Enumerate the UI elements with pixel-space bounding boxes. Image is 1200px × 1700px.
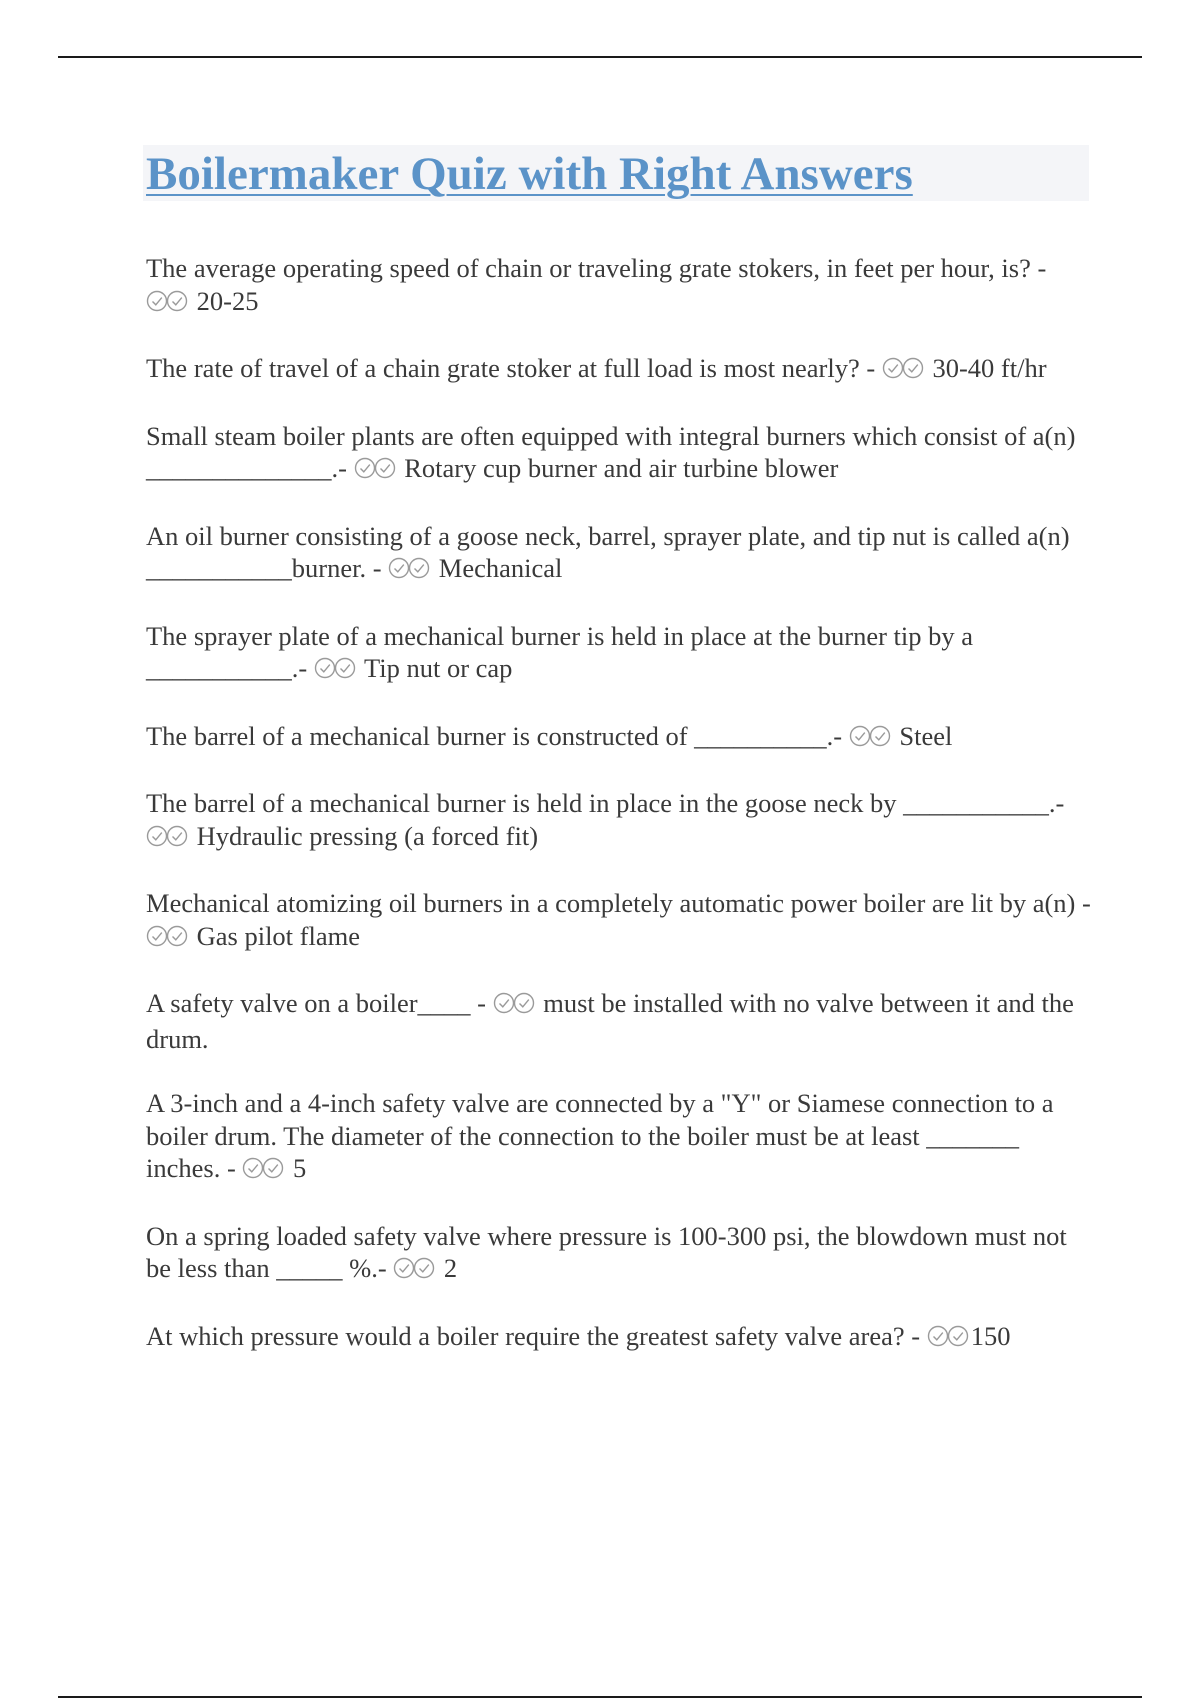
qa-item <box>146 887 1096 955</box>
double-check-icon <box>146 923 190 956</box>
question-text: An oil burner consisting of a goose neck, barrel, sprayer plate, and tip nut is called a(n) ___________burner. - <box>146 520 1070 583</box>
bottom-rule <box>58 1696 1142 1698</box>
answer-text: Steel <box>892 720 953 751</box>
qa-item <box>146 620 1096 688</box>
question-text: On a spring loaded safety valve where pressure is 100-300 psi, the blowdown must not be less than _____ %.- <box>146 1220 1067 1283</box>
qa-item <box>146 252 1096 320</box>
question-text: A safety valve on a boiler____ - <box>146 988 493 1018</box>
answer-text: Mechanical <box>432 553 563 583</box>
qa-item <box>146 720 1096 756</box>
double-check-icon <box>393 1255 437 1288</box>
answer-text: 150 <box>970 1320 1011 1351</box>
answer-text: 20-25 <box>190 285 259 316</box>
qa-item <box>146 520 1096 588</box>
double-check-icon <box>354 455 398 488</box>
double-check-icon <box>388 555 432 588</box>
qa-item <box>146 787 1096 855</box>
answer-text: Rotary cup burner and air turbine blower <box>397 453 839 483</box>
double-check-icon <box>242 1155 286 1188</box>
answer-text: Hydraulic pressing (a forced fit) <box>190 820 539 851</box>
answer-text: 30-40 ft/hr <box>925 353 1047 383</box>
double-check-icon <box>882 355 926 388</box>
qa-item <box>146 987 1096 1055</box>
question-text: The sprayer plate of a mechanical burner is held in place at the burner tip by a ___________.- <box>146 620 974 683</box>
question-text: At which pressure would a boiler require the greatest safety valve area? - <box>146 1320 927 1351</box>
qa-item <box>146 352 1096 388</box>
double-check-icon <box>849 723 893 756</box>
question-text: Small steam boiler plants are often equipped with integral burners which consist of a(n) ______________.- <box>146 420 1076 483</box>
double-check-icon <box>146 288 190 321</box>
qa-item <box>146 420 1096 488</box>
answer-text: Gas pilot flame <box>190 920 360 951</box>
question-text: The average operating speed of chain or traveling grate stokers, in feet per hour, is? - <box>146 253 1047 283</box>
question-text: A 3-inch and a 4-inch safety valve are connected by a "Y" or Siamese connection to a boiler drum. The diameter of the connection to the boiler must be at least _______ inches. - <box>146 1088 1054 1183</box>
double-check-icon <box>493 990 537 1023</box>
double-check-icon <box>927 1323 971 1356</box>
double-check-icon <box>314 655 358 688</box>
answer-text: 5 <box>286 1153 307 1183</box>
top-rule <box>58 56 1142 58</box>
qa-list <box>146 252 1096 1355</box>
question-text: The barrel of a mechanical burner is constructed of __________.- <box>146 720 849 751</box>
double-check-icon <box>146 823 190 856</box>
document-title: Boilermaker Quiz with Right Answers <box>146 148 913 200</box>
qa-item <box>146 1320 1096 1356</box>
answer-text: must be installed with no valve between it and the drum. <box>146 988 1074 1054</box>
question-text: The barrel of a mechanical burner is held in place in the goose neck by ___________.- <box>146 788 1065 818</box>
question-text: The rate of travel of a chain grate stoker at full load is most nearly? - <box>146 353 882 383</box>
question-text: Mechanical atomizing oil burners in a completely automatic power boiler are lit by a(n) - <box>146 888 1091 918</box>
answer-text: Tip nut or cap <box>357 653 513 683</box>
qa-item <box>146 1220 1096 1288</box>
qa-item <box>146 1087 1096 1188</box>
answer-text: 2 <box>437 1253 458 1283</box>
